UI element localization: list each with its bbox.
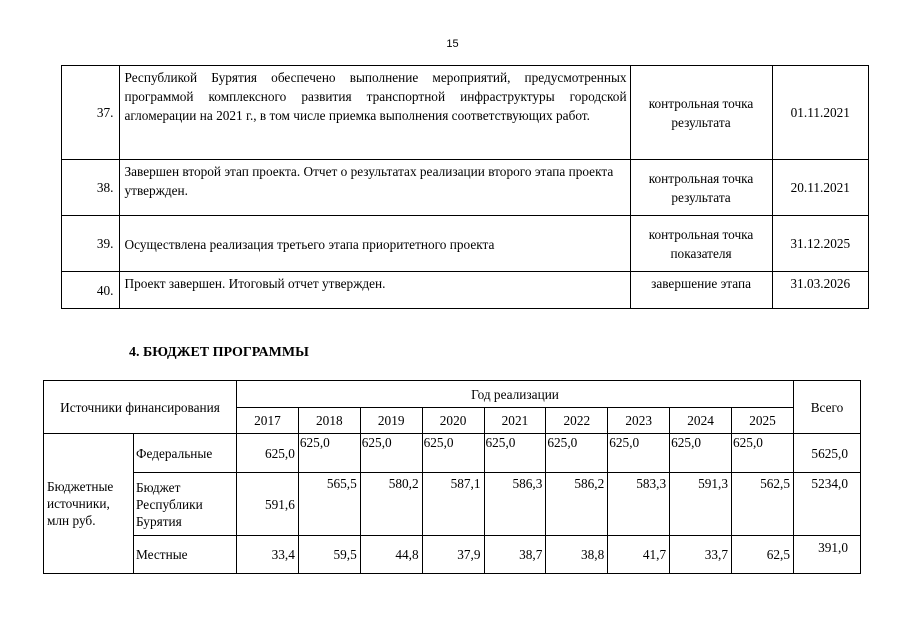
year-cell: 2017: [237, 408, 299, 434]
row-type: контрольная точка результата: [630, 66, 772, 160]
total-header: Всего: [794, 381, 861, 434]
value-cell: 625,0: [237, 434, 299, 473]
row-date: 20.11.2021: [772, 160, 868, 216]
value-cell: 562,5: [732, 473, 794, 536]
value-cell: 38,8: [546, 536, 608, 574]
year-cell: 2019: [360, 408, 422, 434]
row-date: 01.11.2021: [772, 66, 868, 160]
value-cell: 586,3: [484, 473, 546, 536]
row-type: контрольная точка результата: [630, 160, 772, 216]
row-label: Федеральные: [134, 434, 237, 473]
budget-table: [43, 380, 861, 574]
value-cell: 625,0: [608, 434, 670, 473]
value-cell: 33,4: [237, 536, 299, 574]
value-cell: 583,3: [608, 473, 670, 536]
value-cell: 625,0: [360, 434, 422, 473]
value-cell: 625,0: [546, 434, 608, 473]
value-cell: 625,0: [298, 434, 360, 473]
year-cell: 2025: [732, 408, 794, 434]
sources-header: Источники финансирования: [44, 381, 237, 434]
row-description: Республикой Бурятия обеспечено выполнение мероприятий, предусмотренных программой комплексного развития транспортной инфраструктуры городской агломерации на 2021 г., в том числе приемка выполнения соответствующих работ.: [120, 66, 630, 160]
year-cell: 2023: [608, 408, 670, 434]
value-cell: 591,6: [237, 473, 299, 536]
total-cell: 5625,0: [794, 434, 861, 473]
value-cell: 586,2: [546, 473, 608, 536]
table-row: [44, 434, 861, 473]
row-type: завершение этапа: [630, 272, 772, 309]
value-cell: 38,7: [484, 536, 546, 574]
value-cell: 565,5: [298, 473, 360, 536]
group-label: Бюджетные источники, млн руб.: [44, 434, 134, 574]
value-cell: 625,0: [670, 434, 732, 473]
year-cell: 2022: [546, 408, 608, 434]
row-number: 37.: [62, 66, 120, 160]
year-cell: 2020: [422, 408, 484, 434]
value-cell: 37,9: [422, 536, 484, 574]
row-number: 40.: [62, 272, 120, 309]
value-cell: 41,7: [608, 536, 670, 574]
row-date: 31.12.2025: [772, 216, 868, 272]
value-cell: 625,0: [484, 434, 546, 473]
table-row: [62, 160, 869, 216]
table-row: [44, 536, 861, 574]
table-row: [62, 272, 869, 309]
row-type: контрольная точка показателя: [630, 216, 772, 272]
page-number: 15: [446, 38, 459, 50]
row-description: Проект завершен. Итоговый отчет утвержден.: [120, 272, 630, 309]
row-description: Завершен второй этап проекта. Отчет о результатах реализации второго этапа проекта утвержден.: [120, 160, 630, 216]
table-row: [62, 216, 869, 272]
row-label: Местные: [134, 536, 237, 574]
row-number: 39.: [62, 216, 120, 272]
value-cell: 591,3: [670, 473, 732, 536]
table-row: [44, 473, 861, 536]
value-cell: 59,5: [298, 536, 360, 574]
total-cell: 391,0: [794, 536, 861, 574]
value-cell: 33,7: [670, 536, 732, 574]
value-cell: 62,5: [732, 536, 794, 574]
table-row: [62, 66, 869, 160]
year-cell: 2024: [670, 408, 732, 434]
value-cell: 625,0: [732, 434, 794, 473]
value-cell: 44,8: [360, 536, 422, 574]
total-cell: 5234,0: [794, 473, 861, 536]
year-header: Год реализации: [237, 381, 794, 408]
value-cell: 587,1: [422, 473, 484, 536]
value-cell: 625,0: [422, 434, 484, 473]
header-row: [44, 381, 861, 408]
row-date: 31.03.2026: [772, 272, 868, 309]
section-title: 4. БЮДЖЕТ ПРОГРАММЫ: [129, 345, 309, 360]
row-number: 38.: [62, 160, 120, 216]
year-cell: 2021: [484, 408, 546, 434]
row-label: Бюджет Республики Бурятия: [134, 473, 237, 536]
year-cell: 2018: [298, 408, 360, 434]
row-description: Осуществлена реализация третьего этапа приоритетного проекта: [120, 216, 630, 272]
value-cell: 580,2: [360, 473, 422, 536]
milestones-table: [61, 65, 869, 309]
